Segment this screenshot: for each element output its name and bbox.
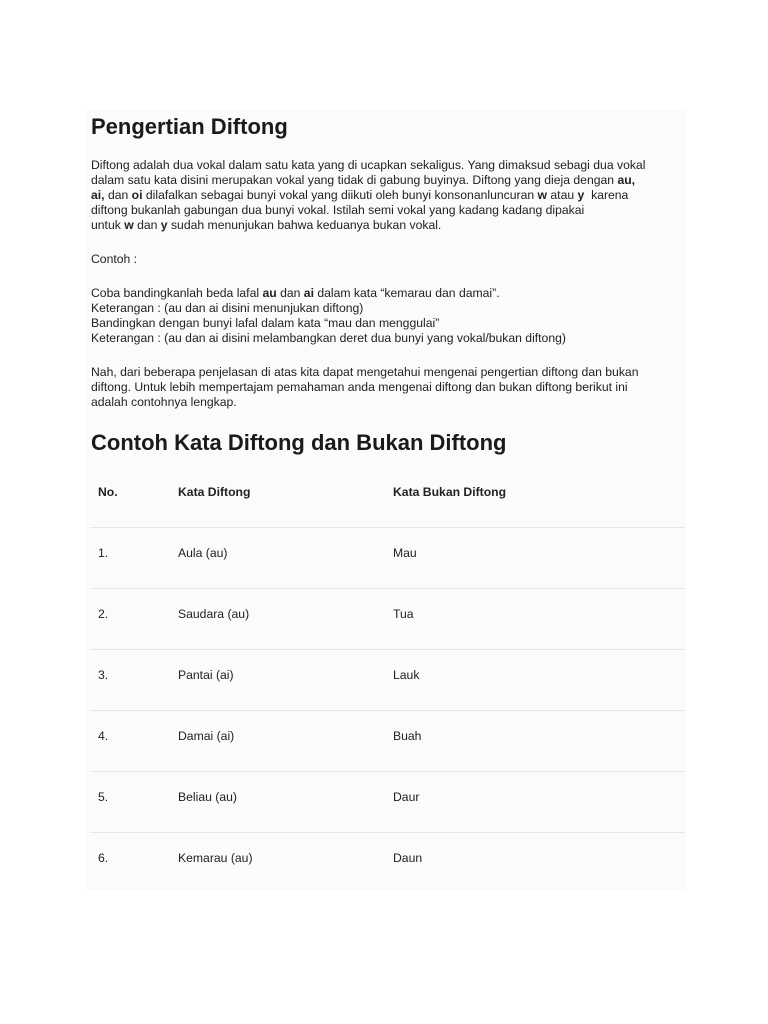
text: dilafalkan sebagai bunyi vokal yang diikuti oleh bunyi konsonanluncuran bbox=[142, 188, 538, 202]
text: sudah menunjukan bahwa keduanya bukan vokal. bbox=[167, 218, 442, 232]
table-header-row bbox=[90, 467, 685, 528]
text-line: Keterangan : (au dan ai disini melambangkan deret dua bunyi yang vokal/bukan diftong) bbox=[91, 331, 566, 345]
cell-bukan-diftong: Lauk bbox=[393, 668, 420, 682]
text: Coba bandingkanlah beda lafal bbox=[91, 286, 263, 300]
text-line: adalah contohnya lengkap. bbox=[91, 395, 237, 409]
table-row bbox=[90, 589, 685, 650]
paragraph-conclusion bbox=[91, 365, 681, 410]
cell-diftong: Saudara (au) bbox=[178, 607, 250, 621]
text: dan bbox=[104, 188, 132, 202]
cell-bukan-diftong: Daun bbox=[393, 851, 423, 865]
diftong-table bbox=[90, 467, 685, 893]
text: dan bbox=[133, 218, 161, 232]
paragraph-example bbox=[91, 286, 681, 346]
bold-text: au, bbox=[617, 173, 636, 187]
heading-contoh-kata-diftong: Contoh Kata Diftong dan Bukan Diftong bbox=[91, 430, 507, 455]
bold-text: oi bbox=[131, 188, 143, 202]
cell-bukan-diftong: Mau bbox=[393, 546, 417, 560]
cell-no: 6. bbox=[98, 851, 109, 865]
header-no: No. bbox=[98, 485, 118, 499]
text-line: diftong bukanlah gabungan dua bunyi vokal. Istilah semi vokal yang kadang kadang dipakai bbox=[91, 203, 585, 217]
text: karena bbox=[584, 188, 629, 202]
cell-diftong: Pantai (ai) bbox=[178, 668, 234, 682]
cell-no: 1. bbox=[98, 546, 109, 560]
heading-pengertian-diftong: Pengertian Diftong bbox=[91, 114, 288, 139]
contoh-label: Contoh : bbox=[91, 252, 138, 266]
cell-no: 4. bbox=[98, 729, 109, 743]
text-line: diftong. Untuk lebih mempertajam pemahaman anda mengenai diftong dan bukan diftong berikut ini bbox=[91, 380, 628, 394]
bold-text: au bbox=[262, 286, 277, 300]
text-line bbox=[91, 218, 681, 233]
cell-bukan-diftong: Tua bbox=[393, 607, 414, 621]
text: atau bbox=[547, 188, 578, 202]
cell-no: 2. bbox=[98, 607, 109, 621]
cell-no: 3. bbox=[98, 668, 109, 682]
table-row bbox=[90, 528, 685, 589]
table-row bbox=[90, 650, 685, 711]
text: dalam kata “kemarau dan damai”. bbox=[313, 286, 500, 300]
text: dan bbox=[276, 286, 304, 300]
paragraph-definition bbox=[91, 158, 681, 233]
cell-diftong: Kemarau (au) bbox=[178, 851, 253, 865]
text-line: Keterangan : (au dan ai disini menunjukan diftong) bbox=[91, 301, 364, 315]
bold-text: y bbox=[160, 218, 168, 232]
bold-text: ai bbox=[303, 286, 314, 300]
bold-text: ai, bbox=[91, 188, 105, 202]
cell-diftong: Beliau (au) bbox=[178, 790, 237, 804]
bold-text: w bbox=[537, 188, 548, 202]
text-line: Nah, dari beberapa penjelasan di atas kita dapat mengetahui mengenai pengertian diftong dan bukan bbox=[91, 365, 639, 379]
bold-text: w bbox=[124, 218, 134, 232]
text-line bbox=[91, 286, 681, 301]
table-row bbox=[90, 772, 685, 833]
text-line bbox=[91, 188, 681, 203]
cell-diftong: Aula (au) bbox=[178, 546, 228, 560]
text-line: Bandingkan dengan bunyi lafal dalam kata “mau dan menggulai” bbox=[91, 316, 440, 330]
bold-text: y bbox=[577, 188, 585, 202]
cell-diftong: Damai (ai) bbox=[178, 729, 235, 743]
text: untuk bbox=[91, 218, 125, 232]
text-line bbox=[91, 173, 681, 188]
cell-bukan-diftong: Buah bbox=[393, 729, 422, 743]
header-kata-bukan-diftong: Kata Bukan Diftong bbox=[393, 485, 507, 499]
header-kata-diftong: Kata Diftong bbox=[178, 485, 251, 499]
cell-no: 5. bbox=[98, 790, 109, 804]
table-row bbox=[90, 833, 685, 893]
table-row bbox=[90, 711, 685, 772]
cell-bukan-diftong: Daur bbox=[393, 790, 420, 804]
text: dalam satu kata disini merupakan vokal yang tidak di gabung buyinya. Diftong yang dieja dengan bbox=[91, 173, 618, 187]
text-line: Diftong adalah dua vokal dalam satu kata yang di ucapkan sekaligus. Yang dimaksud sebagi dua vokal bbox=[91, 158, 646, 172]
